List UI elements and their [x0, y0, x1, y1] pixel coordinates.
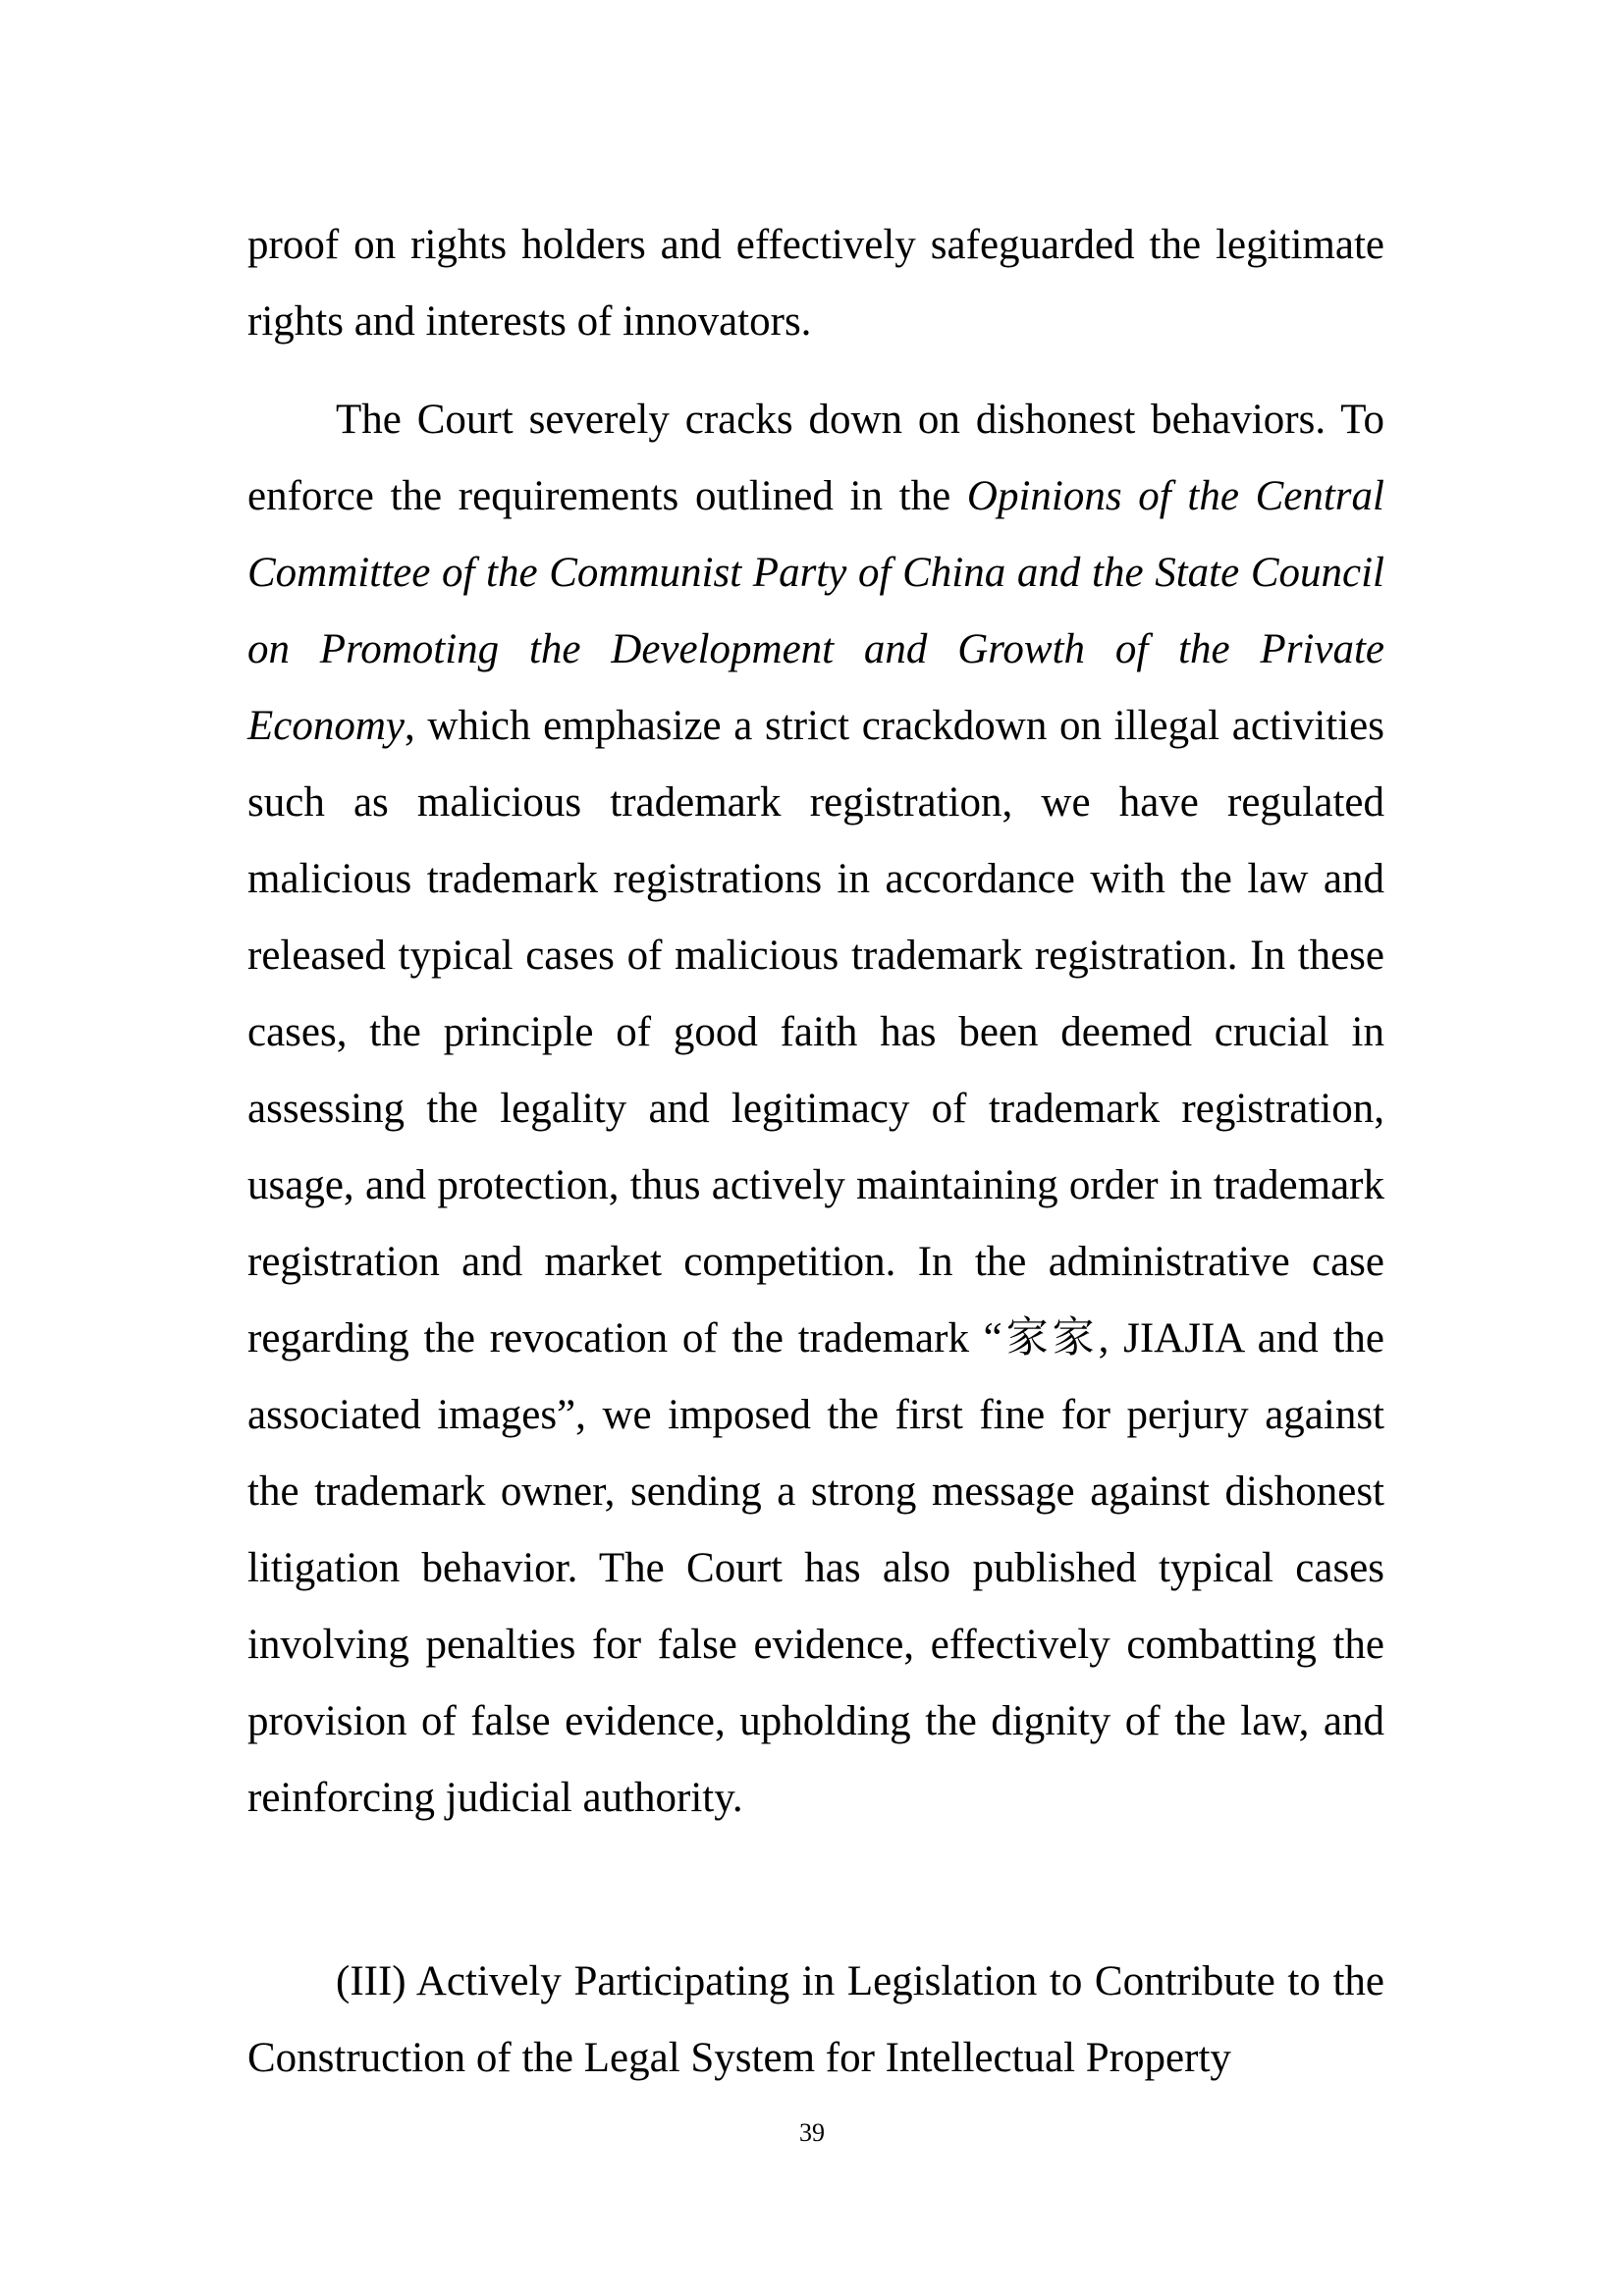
paragraph-body-text: , which emphasize a strict crackdown on illegal activities such as malicious trademark registration, we have regulated malicious trademark registrations in accordance with the law and released typical cases of malicious trademark registration. In these cases, the principle of good faith has been deemed crucial in assessing the legality and legitimacy of trademark registration, usage, and protection, thus actively maintaining order in trademark registration and market competition. In the administrative case regarding the revocation of the trademark “家家, JIAJIA and the associated images”, we imposed the first fine for perjury against the trademark owner, sending a strong message against dishonest litigation behavior. The Court has also published typical cases involving penalties for false evidence, effectively combatting the provision of false evidence, upholding the dignity of the law, and reinforcing judicial authority.	[247, 703, 1384, 1821]
paragraph-dishonest-behaviors	[247, 382, 1384, 1837]
page-number: 39	[799, 2118, 825, 2147]
paragraph-continuation: proof on rights holders and effectively safeguarded the legitimate rights and interests of innovators.	[247, 222, 1384, 345]
italic-document-title: Opinions of the Central Committee of the Communist Party of China and the State Council on Promoting the Development and Growth of the Private Economy	[247, 473, 1384, 749]
section-heading: (III) Actively Participating in Legislation to Contribute to the Construction of the Legal System for Intellectual Property	[247, 1958, 1384, 2081]
paragraph-intro-text: The Court severely cracks down on dishonest behaviors. To enforce the requirements outlined in the	[247, 397, 1384, 519]
